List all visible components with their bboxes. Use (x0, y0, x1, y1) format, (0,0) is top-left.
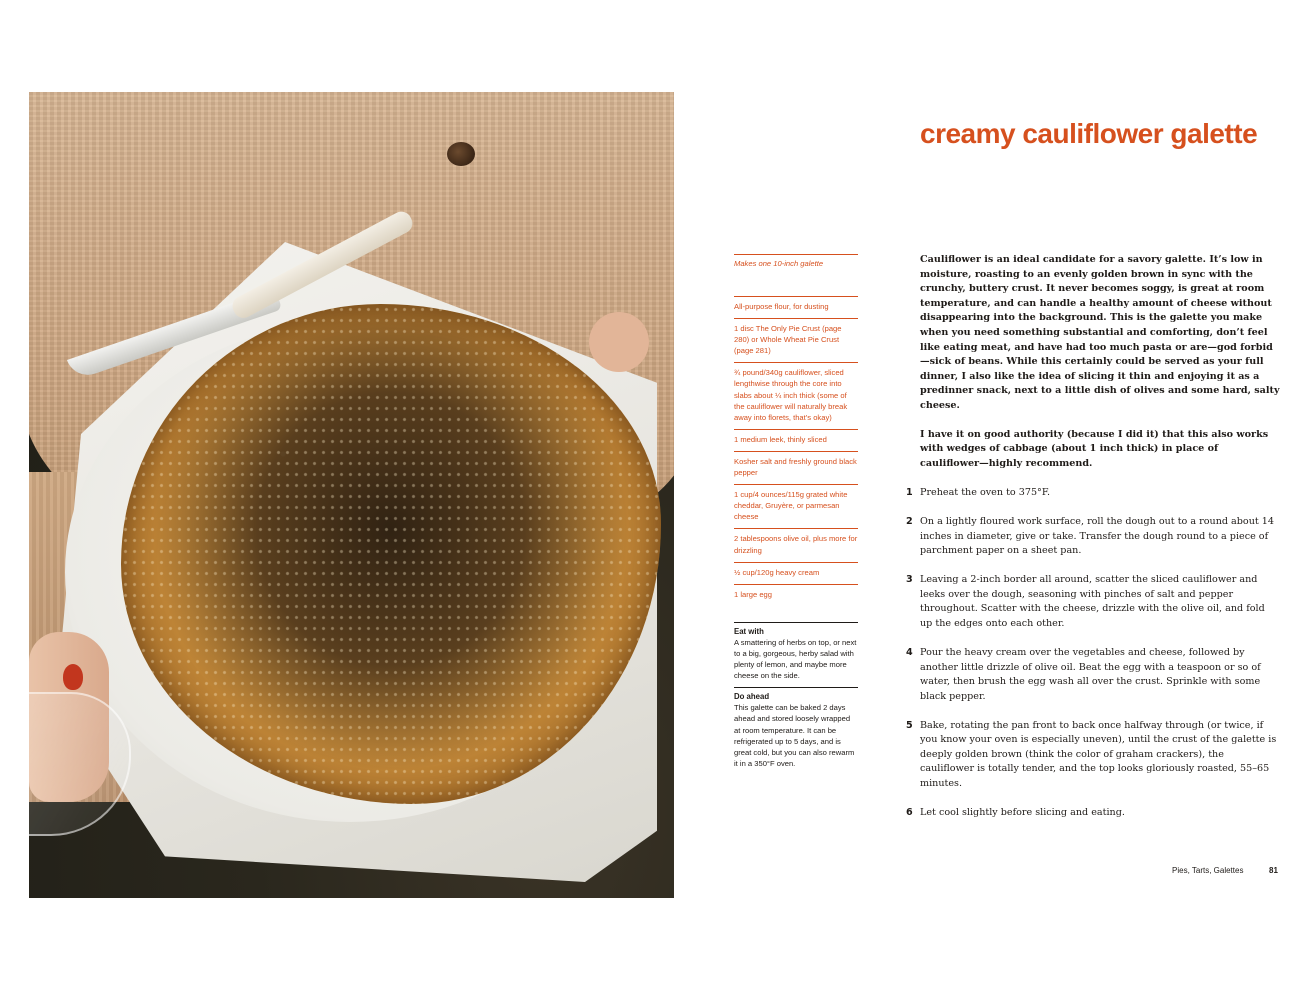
step-item (906, 515, 1280, 559)
do-ahead-box (734, 687, 858, 775)
step-text: Leaving a 2-inch border all around, scatter the sliced cauliflower and leeks over the dough, seasoning with pinches of salt and pepper throughout. Scatter with the cheese, drizzle with the olive oil, and fold up the edges onto each other. (920, 574, 1265, 629)
running-footer-section: Pies, Tarts, Galettes (1172, 866, 1244, 875)
intro-paragraph: I have it on good authority (because I did it) that this also works with wedges of cabbage (about 1 inch thick) in place of cauliflower—highly recommend. (920, 428, 1269, 469)
step-text: Pour the heavy cream over the vegetables and cheese, followed by another little drizzle of olive oil. Beat the egg with a teaspoon or so of water, then brush the egg wash all over the crust. Sprinkle with some black pepper. (920, 646, 1261, 702)
step-number: 6 (906, 807, 913, 819)
ingredient-item: ½ cup/120g heavy cream (734, 562, 858, 584)
recipe-yield: Makes one 10-inch galette (734, 254, 858, 296)
eat-with-heading: Eat with (734, 626, 764, 636)
eat-with-text: A smattering of herbs on top, or next to a big, gorgeous, herby salad with plenty of lemon, and maybe more cheese on the side. (734, 637, 857, 681)
ingredient-item: 1 large egg (734, 584, 858, 606)
do-ahead-heading: Do ahead (734, 692, 770, 702)
right-hand (589, 312, 649, 372)
cheese-topping (121, 304, 661, 804)
step-number: 5 (906, 719, 913, 731)
ingredient-item: 1 disc The Only Pie Crust (page 280) or Whole Wheat Pie Crust (page 281) (734, 318, 858, 362)
method-steps (906, 486, 1280, 835)
step-text: Preheat the oven to 375°F. (920, 487, 1051, 498)
step-text: Bake, rotating the pan front to back once halfway through (or twice, if you know your oven is especially uneven), until the crust of the galette is deeply golden brown (think the color of graham crackers), the cauliflower is totally tender, and the top looks gloriously roasted, 55–65 minutes. (920, 719, 1277, 790)
ingredient-item: 1 medium leek, thinly sliced (734, 429, 858, 451)
ingredient-item: All-purpose flour, for dusting (734, 296, 858, 318)
step-number: 1 (906, 487, 913, 498)
step-number: 3 (906, 574, 913, 586)
ingredients-sidebar (734, 254, 858, 775)
galette-photo (29, 92, 674, 898)
eat-with-box (734, 622, 858, 687)
step-number: 2 (906, 515, 913, 527)
step-number: 4 (906, 646, 913, 658)
step-item (906, 719, 1280, 792)
step-item (906, 486, 1280, 501)
ingredient-item: Kosher salt and freshly ground black pepper (734, 451, 858, 484)
step-item (906, 646, 1280, 704)
ingredient-item: ¾ pound/340g cauliflower, sliced lengthwise through the core into slabs about ¼ inch thick (some of the cauliflower will naturally break away into florets, that’s okay) (734, 362, 858, 428)
do-ahead-text: This galette can be baked 2 days ahead and stored loosely wrapped at room temperature. It can be refrigerated up to 5 days, and is great cold, but you can also rewarm it in a 350°F oven. (734, 703, 855, 768)
wine-glass (29, 692, 131, 836)
step-item (906, 573, 1280, 631)
step-text: On a lightly floured work surface, roll the dough out to a round about 14 inches in diameter, give or take. Transfer the dough round to a piece of parchment paper on a sheet pan. (920, 515, 1274, 557)
page-number: 81 (1269, 866, 1278, 875)
step-item (906, 806, 1280, 821)
recipe-intro (920, 253, 1280, 485)
step-text: Let cool slightly before slicing and eating. (920, 807, 1125, 819)
recipe-title: creamy cauliflower galette (920, 118, 1258, 149)
painted-nail (63, 664, 83, 690)
cardigan-button (447, 142, 475, 166)
intro-paragraph: Cauliflower is an ideal candidate for a savory galette. It’s low in moisture, roasting to an evenly golden brown in sync with the crunchy, buttery crust. It never becomes soggy, is great at room temperature, and can handle a healthy amount of cheese without disappearing into the background. This is the galette you make when you need something substantial and comforting, don’t feel like eating meat, and have had too much pasta or are—god forbid—sick of beans. While this certainly could be served as your full dinner, I also like the idea of slicing it thin and enjoying it as a predinner snack, next to a little dish of olives and some hard, salty cheese. (920, 254, 1280, 411)
ingredient-item: 2 tablespoons olive oil, plus more for drizzling (734, 528, 858, 561)
ingredient-item: 1 cup/4 ounces/115g grated white cheddar, Gruyère, or parmesan cheese (734, 484, 858, 528)
